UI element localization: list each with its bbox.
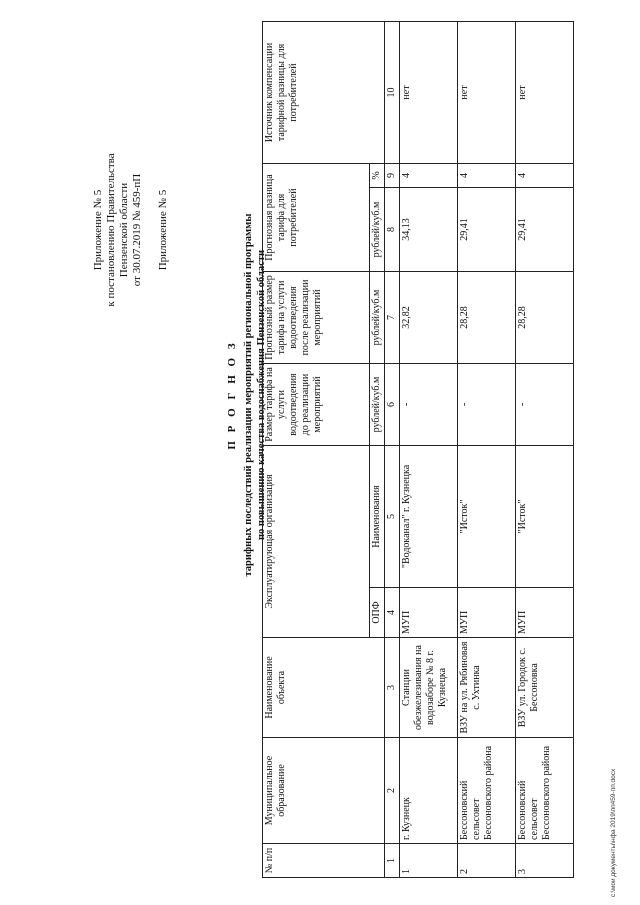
document-subtitle: тарифных последствий реализации мероприятий региональной программы: [243, 213, 254, 577]
appendix-line: Пензенской области: [118, 182, 130, 278]
column-numbers-row: [385, 21, 400, 877]
cell-num: 1: [400, 844, 458, 878]
unit-label-percent: %: [370, 163, 385, 187]
cell-diff-rub: 29,41: [516, 188, 574, 272]
header-operator: Эксплуатирующая организация: [263, 446, 370, 638]
column-number: 6: [385, 364, 400, 446]
cell-name: "Исток": [458, 446, 516, 588]
document-subtitle: по повышению качества водоснабжения Пензенской области: [256, 249, 267, 541]
header-name: Наименования: [370, 446, 385, 588]
column-number: 5: [385, 446, 400, 588]
unit-label: рублей/куб.м: [370, 188, 385, 272]
column-number: 7: [385, 272, 400, 364]
cell-num: 3: [516, 844, 574, 878]
cell-municipality: Бессоновский сельсовет Бессоновского района: [516, 738, 574, 844]
cell-name: "Водоканал" г. Кузнецка: [400, 446, 458, 588]
appendix-line: от 30.07.2019 № 459-пП: [131, 173, 143, 287]
document-title: П Р О Г Н О З: [226, 340, 238, 450]
header-num: № п/п: [263, 844, 385, 878]
cell-diff-rub: 34,13: [400, 188, 458, 272]
cell-object: Станции обезжелезивания на водозаборе № 8 г. Кузнецка: [400, 638, 458, 738]
cell-opf: МУП: [400, 588, 458, 638]
column-number: 3: [385, 638, 400, 738]
column-number: 2: [385, 738, 400, 844]
cell-source: нет: [458, 21, 516, 163]
cell-num: 2: [458, 844, 516, 878]
column-number: 8: [385, 188, 400, 272]
appendix-line: Приложение № 5: [92, 189, 104, 271]
cell-diff-rub: 29,41: [458, 188, 516, 272]
column-number: 10: [385, 21, 400, 163]
table-row: [516, 21, 574, 877]
cell-before: -: [458, 364, 516, 446]
cell-opf: МУП: [458, 588, 516, 638]
header-object: Наименование объекта: [263, 638, 385, 738]
cell-municipality: Бессоновский сельсовет Бессоновского района: [458, 738, 516, 844]
cell-municipality: г. Кузнецк: [400, 738, 458, 844]
unit-label: рублей/куб.м: [370, 364, 385, 446]
column-number: 1: [385, 844, 400, 878]
table-row: [400, 21, 458, 877]
appendix-line: к постановлению Правительства: [105, 153, 117, 307]
header-opf: ОПФ: [370, 588, 385, 638]
cell-after: 28,28: [516, 272, 574, 364]
cell-source: нет: [516, 21, 574, 163]
appendix-line: Приложение № 5: [157, 189, 169, 271]
cell-after: 28,28: [458, 272, 516, 364]
cell-before: -: [516, 364, 574, 446]
cell-diff-pct: 4: [400, 163, 458, 187]
appendix-header: [92, 115, 170, 345]
cell-source: нет: [400, 21, 458, 163]
cell-name: "Исток": [516, 446, 574, 588]
cell-before: -: [400, 364, 458, 446]
table-row: [458, 21, 516, 877]
file-path-footer: c:\мои документы\нфа 2019\пп459-пп.docx: [610, 768, 617, 897]
cell-after: 32,82: [400, 272, 458, 364]
cell-object: ВЗУ на ул. Рябиновая с. Ухтинка: [458, 638, 516, 738]
header-difference: Прогнозная разница тарифа для потребителей: [263, 163, 370, 271]
forecast-table: [262, 21, 574, 878]
header-tariff-before: Размер тарифа на услуги водоотведения до реализации мероприятий: [263, 364, 370, 446]
header-source: Источник компенсации тарифной разницы для потребителей: [263, 21, 385, 163]
column-number: 9: [385, 163, 400, 187]
cell-object: ВЗУ ул. Городок с. Бессоновка: [516, 638, 574, 738]
cell-diff-pct: 4: [516, 163, 574, 187]
header-tariff-after: Прогнозный размер тарифа на услуги водоотведения после реализации мероприятий: [263, 272, 370, 364]
header-municipality: Муниципальное образование: [263, 738, 385, 844]
cell-diff-pct: 4: [458, 163, 516, 187]
header-row: [263, 21, 370, 877]
cell-opf: МУП: [516, 588, 574, 638]
unit-label: рублей/куб.м: [370, 272, 385, 364]
column-number: 4: [385, 588, 400, 638]
